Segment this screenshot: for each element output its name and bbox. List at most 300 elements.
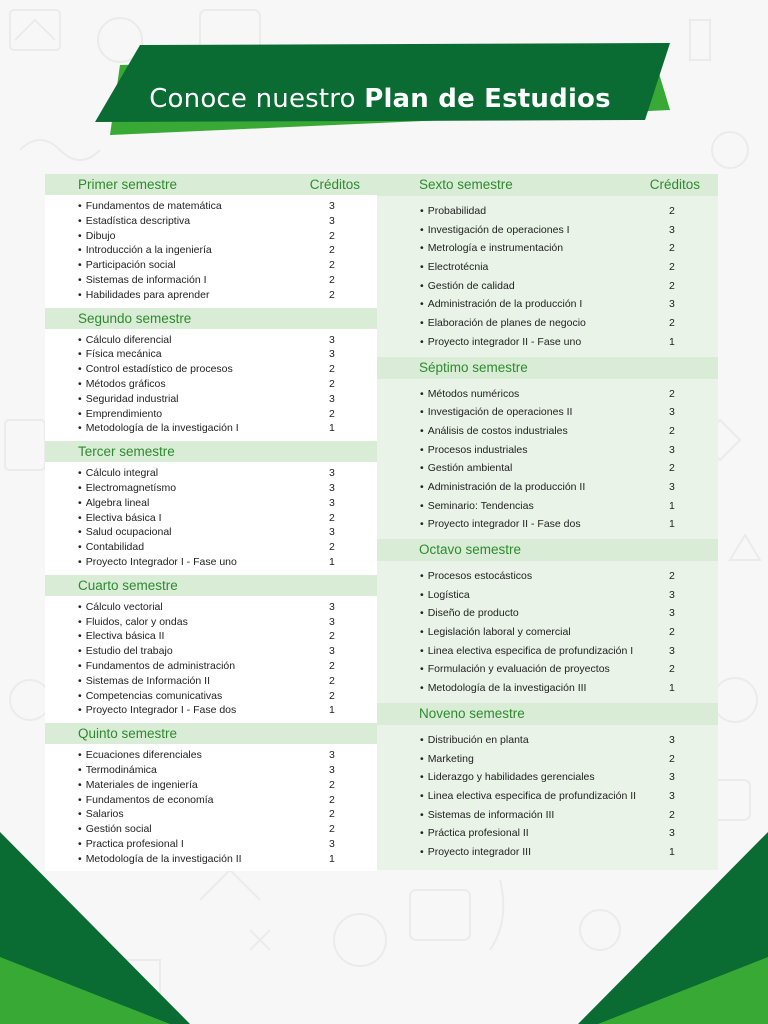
subject-row [45, 793, 377, 808]
bullet-icon: • [78, 363, 82, 376]
subject-name: Electrotécnia [427, 261, 489, 274]
subject-name: Salud ocupacional [85, 526, 172, 539]
subject-credits: 3 [329, 481, 335, 494]
subject-name: Fundamentos de administración [85, 659, 236, 672]
subject-credits: 1 [669, 682, 675, 695]
subject-row [377, 731, 718, 750]
bullet-icon: • [420, 443, 424, 456]
subject-list-septimo-semestre [377, 379, 718, 540]
subject-row [45, 288, 377, 303]
subject-name: Metrología e instrumentación [427, 242, 564, 255]
subject-row [45, 525, 377, 540]
subject-row [377, 258, 718, 277]
subject-list-sexto-semestre [377, 196, 718, 357]
semester-title: Sexto semestre [419, 177, 513, 192]
subject-row [377, 239, 718, 258]
page-title [80, 84, 680, 114]
subject-credits: 3 [329, 615, 335, 628]
subject-credits: 3 [329, 392, 335, 405]
subject-row [377, 422, 718, 441]
bullet-icon: • [78, 674, 82, 687]
subject-credits: 3 [669, 298, 675, 311]
bullet-icon: • [420, 845, 424, 858]
subject-name: Proyecto integrador III [427, 845, 531, 858]
subject-name: Habilidades para aprender [85, 288, 210, 301]
subject-row [45, 466, 377, 481]
subject-credits: 2 [329, 511, 335, 524]
subject-credits: 3 [669, 406, 675, 419]
subject-credits: 2 [329, 674, 335, 687]
subject-row [45, 644, 377, 659]
subject-name: Estudio del trabajo [85, 645, 173, 658]
subject-name: Legislación laboral y comercial [427, 626, 571, 639]
subject-row [45, 689, 377, 704]
subject-row [45, 496, 377, 511]
subject-name: Emprendimiento [85, 407, 163, 420]
subject-credits: 2 [329, 823, 335, 836]
subject-row [377, 750, 718, 769]
subject-credits: 1 [669, 335, 675, 348]
bullet-icon: • [78, 763, 82, 776]
bullet-icon: • [78, 511, 82, 524]
subject-credits: 2 [329, 689, 335, 702]
subject-row [45, 822, 377, 837]
subject-row [45, 392, 377, 407]
subject-row [45, 807, 377, 822]
subject-row [45, 659, 377, 674]
subject-credits: 2 [669, 424, 675, 437]
subject-row [45, 333, 377, 348]
subject-row [377, 642, 718, 661]
subject-credits: 2 [329, 808, 335, 821]
bullet-icon: • [78, 823, 82, 836]
subject-row [377, 478, 718, 497]
subject-credits: 2 [329, 541, 335, 554]
subject-row [377, 660, 718, 679]
subject-credits: 2 [669, 663, 675, 676]
subject-name: Marketing [427, 752, 474, 765]
subject-row [377, 768, 718, 787]
subject-row [377, 604, 718, 623]
bullet-icon: • [78, 526, 82, 539]
subject-credits: 1 [669, 845, 675, 858]
bullet-icon: • [420, 279, 424, 292]
bullet-icon: • [420, 771, 424, 784]
bullet-icon: • [78, 392, 82, 405]
subject-name: Formulación y evaluación de proyectos [427, 663, 610, 676]
bullet-icon: • [78, 645, 82, 658]
subject-name: Proyecto integrador II - Fase dos [427, 518, 581, 531]
semester-header-sexto-semestre [377, 174, 718, 196]
bullet-icon: • [78, 273, 82, 286]
bullet-icon: • [420, 663, 424, 676]
subject-row [377, 295, 718, 314]
subject-name: Proyecto Integrador I - Fase dos [85, 704, 237, 717]
subject-credits: 3 [329, 837, 335, 850]
bullet-icon: • [78, 793, 82, 806]
subject-row [45, 600, 377, 615]
subject-credits: 3 [329, 348, 335, 361]
subject-name: Control estadístico de procesos [85, 363, 233, 376]
subject-credits: 2 [669, 462, 675, 475]
subject-credits: 2 [669, 570, 675, 582]
subject-row [45, 421, 377, 436]
bullet-icon: • [78, 407, 82, 420]
subject-list-octavo-semestre [377, 561, 718, 703]
subject-row [45, 377, 377, 392]
subject-name: Gestión ambiental [427, 462, 513, 475]
subject-credits: 2 [329, 778, 335, 791]
subject-row [377, 314, 718, 333]
semester-title: Cuarto semestre [78, 577, 178, 593]
subject-credits: 3 [329, 526, 335, 539]
subject-credits: 1 [669, 499, 675, 512]
subject-name: Linea electiva especifica de profundización I [427, 644, 634, 657]
subject-row [45, 362, 377, 377]
bullet-icon: • [78, 422, 82, 435]
semester-title: Noveno semestre [419, 705, 525, 721]
bullet-icon: • [78, 377, 82, 390]
bullet-icon: • [420, 335, 424, 348]
subject-name: Administración de la producción I [427, 298, 583, 311]
subject-credits: 3 [669, 644, 675, 657]
bullet-icon: • [78, 200, 82, 212]
subject-name: Contabilidad [85, 541, 145, 554]
bullet-icon: • [420, 424, 424, 437]
semester-title: Primer semestre [78, 177, 178, 192]
semester-title: Quinto semestre [78, 726, 178, 742]
subject-name: Sistemas de información III [427, 808, 555, 821]
subject-credits: 3 [669, 480, 675, 493]
subject-credits: 2 [329, 259, 335, 272]
subject-credits: 2 [669, 626, 675, 639]
subject-credits: 2 [669, 205, 675, 217]
bullet-icon: • [78, 467, 82, 480]
bullet-icon: • [78, 778, 82, 791]
credits-column-label: Créditos [649, 177, 700, 192]
subject-credits: 3 [669, 607, 675, 620]
page-title-bold: Plan de Estudios [364, 84, 611, 114]
subject-row [45, 703, 377, 718]
subject-credits: 2 [669, 752, 675, 765]
subject-credits: 3 [669, 827, 675, 840]
bullet-icon: • [78, 288, 82, 301]
semester-header-primer-semestre [45, 174, 377, 195]
subject-row [45, 229, 377, 244]
subject-credits: 3 [329, 214, 335, 227]
subject-credits: 2 [669, 261, 675, 274]
subject-credits: 2 [329, 630, 335, 643]
bullet-icon: • [420, 570, 424, 582]
subject-row [377, 221, 718, 240]
subject-row [45, 674, 377, 689]
bullet-icon: • [420, 626, 424, 639]
subject-credits: 3 [329, 467, 335, 480]
subject-name: Dibujo [85, 229, 116, 242]
bullet-icon: • [420, 789, 424, 802]
subject-row [377, 441, 718, 460]
semester-header-segundo-semestre [45, 308, 377, 329]
subject-credits: 1 [669, 518, 675, 531]
subject-name: Electiva básica II [85, 630, 165, 643]
subject-credits: 2 [669, 387, 675, 400]
subject-row [377, 679, 718, 698]
bullet-icon: • [420, 733, 424, 746]
subject-row [45, 763, 377, 778]
subject-credits: 2 [329, 377, 335, 390]
subject-credits: 2 [329, 273, 335, 286]
subject-credits: 2 [329, 288, 335, 301]
subject-row [377, 787, 718, 806]
subject-name: Distribución en planta [427, 733, 529, 746]
subject-credits: 2 [329, 363, 335, 376]
subject-name: Diseño de producto [427, 607, 519, 620]
subject-list-tercer-semestre [45, 462, 377, 575]
subject-name: Métodos gráficos [85, 377, 166, 390]
subject-name: Introducción a la ingeniería [85, 244, 212, 257]
subject-credits: 2 [669, 808, 675, 821]
subject-credits: 1 [329, 555, 335, 568]
subject-credits: 3 [329, 496, 335, 509]
subject-credits: 3 [329, 200, 335, 212]
bullet-icon: • [420, 607, 424, 620]
subject-row [377, 497, 718, 516]
bullet-icon: • [78, 481, 82, 494]
bullet-icon: • [420, 588, 424, 601]
subject-name: Liderazgo y habilidades gerenciales [427, 771, 595, 784]
bullet-icon: • [78, 214, 82, 227]
subject-name: Seminario: Tendencias [427, 499, 534, 512]
subject-name: Administración de la producción II [427, 480, 586, 493]
bullet-icon: • [420, 682, 424, 695]
subject-credits: 3 [669, 789, 675, 802]
subject-name: Linea electiva especifica de profundización II [427, 789, 637, 802]
subject-name: Práctica profesional II [427, 827, 529, 840]
subject-row [45, 540, 377, 555]
subject-name: Análisis de costos industriales [427, 424, 568, 437]
subject-name: Proyecto Integrador I - Fase uno [85, 555, 237, 568]
subject-name: Proyecto integrador II - Fase uno [427, 335, 582, 348]
subject-row [377, 567, 718, 586]
bullet-icon: • [420, 387, 424, 400]
bullet-icon: • [78, 615, 82, 628]
subject-row [377, 333, 718, 352]
subject-credits: 2 [329, 407, 335, 420]
subject-row [377, 623, 718, 642]
subject-credits: 2 [669, 279, 675, 292]
subject-credits: 3 [669, 223, 675, 236]
subject-list-noveno-semestre [377, 725, 718, 867]
subject-list-cuarto-semestre [45, 596, 377, 723]
subject-name: Física mecánica [85, 348, 162, 361]
subject-row [377, 586, 718, 605]
semester-title: Segundo semestre [78, 310, 192, 326]
subject-credits: 3 [329, 645, 335, 658]
subject-name: Fundamentos de matemática [85, 200, 222, 212]
bullet-icon: • [78, 244, 82, 257]
bullet-icon: • [420, 808, 424, 821]
subject-row [377, 202, 718, 221]
bullet-icon: • [420, 317, 424, 330]
subject-row [45, 199, 377, 214]
bullet-icon: • [420, 644, 424, 657]
subject-credits: 2 [329, 793, 335, 806]
subject-name: Electiva básica I [85, 511, 162, 524]
subject-name: Cálculo diferencial [85, 333, 172, 346]
subject-row [45, 778, 377, 793]
subject-credits: 3 [669, 588, 675, 601]
subject-credits: 3 [329, 749, 335, 762]
bullet-icon: • [420, 518, 424, 531]
bullet-icon: • [420, 242, 424, 255]
subject-name: Metodología de la investigación I [85, 422, 239, 435]
subject-credits: 2 [329, 244, 335, 257]
subject-name: Competencias comunicativas [85, 689, 223, 702]
subject-name: Gestión de calidad [427, 279, 515, 292]
subject-name: Practica profesional I [85, 837, 184, 850]
subject-row [45, 852, 377, 867]
bullet-icon: • [78, 600, 82, 613]
subject-name: Gestión social [85, 823, 152, 836]
subject-row [45, 347, 377, 362]
subject-name: Investigación de operaciones I [427, 223, 570, 236]
bullet-icon: • [78, 555, 82, 568]
subject-name: Métodos numéricos [427, 387, 520, 400]
subject-row [45, 629, 377, 644]
subject-credits: 2 [329, 229, 335, 242]
bullet-icon: • [78, 630, 82, 643]
subject-row [45, 273, 377, 288]
subject-credits: 1 [329, 852, 335, 865]
subject-credits: 3 [669, 771, 675, 784]
subject-name: Procesos industriales [427, 443, 528, 456]
subject-row [45, 555, 377, 570]
subject-name: Cálculo vectorial [85, 600, 163, 613]
subject-row [377, 824, 718, 843]
title-banner [80, 30, 680, 140]
bullet-icon: • [78, 749, 82, 762]
subject-row [45, 214, 377, 229]
subject-list-primer-semestre [45, 195, 377, 308]
semester-header-cuarto-semestre [45, 575, 377, 596]
subject-name: Electromagnetísmo [85, 481, 177, 494]
semester-title: Tercer semestre [78, 444, 175, 460]
subject-name: Termodinámica [85, 763, 157, 776]
curriculum-right-column [377, 174, 718, 870]
bullet-icon: • [420, 752, 424, 765]
subject-name: Procesos estocásticos [427, 570, 533, 582]
bullet-icon: • [78, 704, 82, 717]
bullet-icon: • [420, 298, 424, 311]
bullet-icon: • [78, 852, 82, 865]
subject-credits: 3 [329, 333, 335, 346]
semester-title: Octavo semestre [419, 542, 522, 557]
bullet-icon: • [420, 406, 424, 419]
subject-credits: 3 [329, 763, 335, 776]
subject-name: Cálculo integral [85, 467, 159, 480]
bullet-icon: • [420, 480, 424, 493]
subject-name: Elaboración de planes de negocio [427, 317, 586, 330]
subject-row [377, 806, 718, 825]
subject-name: Salarios [85, 808, 124, 821]
subject-name: Ecuaciones diferenciales [85, 749, 202, 762]
subject-credits: 1 [329, 422, 335, 435]
bullet-icon: • [78, 837, 82, 850]
subject-name: Participación social [85, 259, 176, 272]
subject-list-quinto-semestre [45, 744, 377, 871]
bullet-icon: • [78, 496, 82, 509]
semester-header-quinto-semestre [45, 723, 377, 744]
bullet-icon: • [420, 205, 424, 217]
bullet-icon: • [420, 223, 424, 236]
subject-credits: 1 [329, 704, 335, 717]
subject-name: Seguridad industrial [85, 392, 179, 405]
subject-credits: 2 [669, 242, 675, 255]
subject-row [45, 837, 377, 852]
credits-column-label: Créditos [309, 177, 360, 192]
bullet-icon: • [78, 541, 82, 554]
subject-row [45, 615, 377, 630]
page-title-regular: Conoce nuestro [149, 84, 365, 114]
semester-header-octavo-semestre [377, 539, 718, 561]
subject-row [45, 407, 377, 422]
bullet-icon: • [420, 462, 424, 475]
semester-header-noveno-semestre [377, 703, 718, 725]
subject-list-segundo-semestre [45, 329, 377, 442]
bullet-icon: • [78, 689, 82, 702]
bullet-icon: • [420, 499, 424, 512]
subject-credits: 2 [669, 317, 675, 330]
subject-row [45, 748, 377, 763]
bullet-icon: • [78, 348, 82, 361]
semester-header-septimo-semestre [377, 357, 718, 379]
subject-row [45, 511, 377, 526]
subject-name: Algebra lineal [85, 496, 150, 509]
subject-row [377, 459, 718, 478]
subject-row [45, 258, 377, 273]
semester-title: Séptimo semestre [419, 359, 528, 375]
subject-row [377, 403, 718, 422]
bullet-icon: • [78, 229, 82, 242]
subject-row [377, 515, 718, 534]
bullet-icon: • [78, 333, 82, 346]
subject-row [377, 277, 718, 296]
subject-name: Materiales de ingeniería [85, 778, 198, 791]
bullet-icon: • [78, 659, 82, 672]
subject-credits: 2 [329, 659, 335, 672]
subject-credits: 3 [329, 600, 335, 613]
subject-row [45, 481, 377, 496]
subject-name: Sistemas de información I [85, 273, 207, 286]
bullet-icon: • [78, 808, 82, 821]
subject-name: Fundamentos de economía [85, 793, 214, 806]
subject-row [377, 385, 718, 404]
subject-credits: 3 [669, 443, 675, 456]
bullet-icon: • [420, 827, 424, 840]
curriculum-left-column [45, 174, 377, 871]
subject-name: Logística [427, 588, 470, 601]
subject-name: Investigación de operaciones II [427, 406, 573, 419]
subject-name: Probabilidad [427, 205, 487, 217]
subject-name: Sistemas de Información II [85, 674, 210, 687]
subject-name: Metodología de la investigación III [427, 682, 587, 695]
bullet-icon: • [78, 259, 82, 272]
subject-name: Metodología de la investigación II [85, 852, 242, 865]
semester-header-tercer-semestre [45, 441, 377, 462]
subject-name: Fluidos, calor y ondas [85, 615, 188, 628]
subject-row [45, 243, 377, 258]
subject-name: Estadística descriptiva [85, 214, 191, 227]
